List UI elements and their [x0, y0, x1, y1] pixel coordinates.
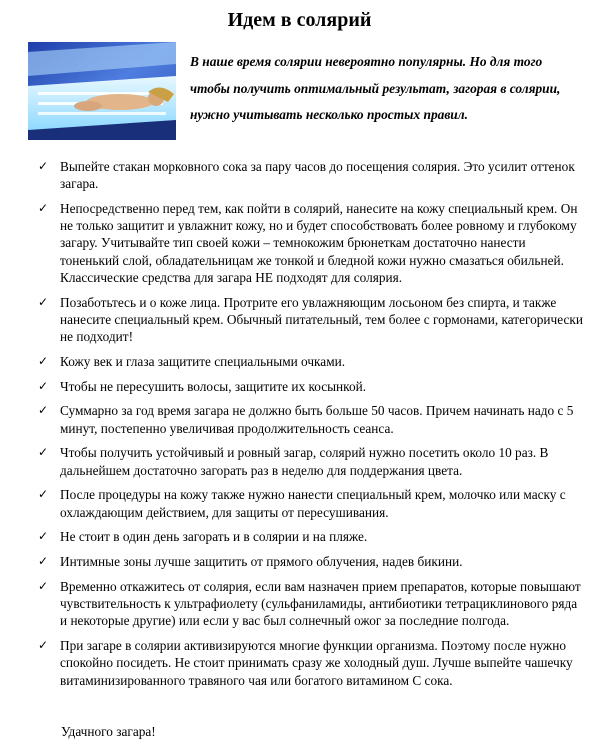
list-item [38, 402, 586, 436]
list-item [38, 486, 586, 520]
check-mark-icon: ✓ [38, 638, 49, 653]
check-mark-icon: ✓ [38, 294, 49, 309]
check-mark-icon: ✓ [38, 487, 49, 502]
list-item-text: Временно откажитесь от солярия, если вам назначен прием препаратов, которые повышают чувствительность к ультрафиолету (сульфаниламиды, антибиотики тетрациклинового ряда и некоторые другие) или если у вас был солнечный ожог за последние полгода. [60, 579, 581, 629]
list-item-text: Чтобы получить устойчивый и ровный загар, солярий нужно посетить около 10 раз. В дальнейшем достаточно загорать раз в неделю для поддержания цвета. [60, 445, 549, 478]
list-item-text: После процедуры на кожу также нужно нанести специальный крем, молочко или маску с охлаждающим действием, для защиты от пересушивания. [60, 487, 566, 520]
list-item-text: Интимные зоны лучше защитить от прямого облучения, надев бикини. [60, 554, 463, 570]
closing-line: Удачного загара! [61, 724, 156, 739]
list-item [38, 353, 586, 370]
check-mark-icon: ✓ [38, 159, 49, 173]
list-item [38, 553, 586, 570]
list-item-text: При загаре в солярии активизируются многие функции организма. Поэтому после нужно спокойно посидеть. Не стоит принимать сразу же холодный душ. Лучше выпейте чашечку витаминизированного травяного чая или богатого витамином С сока. [60, 638, 573, 688]
list-item [38, 158, 586, 192]
tanning-bed-photo [28, 42, 176, 140]
list-item [38, 637, 586, 689]
check-mark-icon: ✓ [38, 201, 49, 215]
list-item [38, 294, 586, 346]
list-item [38, 578, 586, 630]
list-item-text: Суммарно за год время загара не должно быть больше 50 часов. Причем начинать надо с 5 минут, постепенно увеличивая продолжительность сеанса. [60, 403, 574, 436]
check-mark-icon: ✓ [38, 529, 49, 544]
list-item-text: Кожу век и глаза защитите специальными очками. [60, 353, 346, 369]
list-item [38, 378, 586, 395]
list-item-text: Непосредственно перед тем, как пойти в солярий, нанесите на кожу специальный крем. Он не только защитит и увлажнит кожу, но и будет способствовать более ровному и глубокому загару. Учитывайте тип своей кожи – темнокожим брюнеткам достаточно нанести тоненький слой, обладательницам же тонкой и бледной кожи нужно смазаться обильней. Классические средства для загара НЕ подходят для солярия. [60, 201, 578, 285]
check-mark-icon: ✓ [38, 554, 49, 569]
intro-paragraph: В наше время солярии невероятно популярны. Но для того чтобы получить оптимальный результат, загорая в солярии, нужно учитывать несколько простых правил. [190, 54, 561, 122]
check-mark-icon: ✓ [38, 579, 49, 593]
check-mark-icon: ✓ [38, 403, 49, 418]
tanning-bed-image [28, 42, 176, 140]
check-mark-icon: ✓ [38, 445, 49, 460]
list-item-text: Не стоит в один день загорать и в солярии и на пляже. [60, 529, 368, 545]
list-item [38, 200, 586, 286]
document-title: Идем в солярий [227, 9, 372, 31]
list-item-text: Выпейте стакан морковного сока за пару часов до посещения солярия. Это усилит оттенок загара. [60, 159, 575, 192]
list-item [38, 528, 586, 545]
check-mark-icon: ✓ [38, 378, 49, 393]
check-mark-icon: ✓ [38, 353, 49, 368]
list-item-text: Чтобы не пересушить волосы, защитите их косынкой. [60, 378, 367, 394]
rules-list [38, 158, 586, 696]
list-item-text: Позаботьтесь и о коже лица. Протрите его увлажняющим лосьоном без спирта, и также нанесите специальный крем. Обычный питательный, тем более с гормонами, категорически не подходит! [60, 294, 583, 345]
list-item [38, 444, 586, 478]
